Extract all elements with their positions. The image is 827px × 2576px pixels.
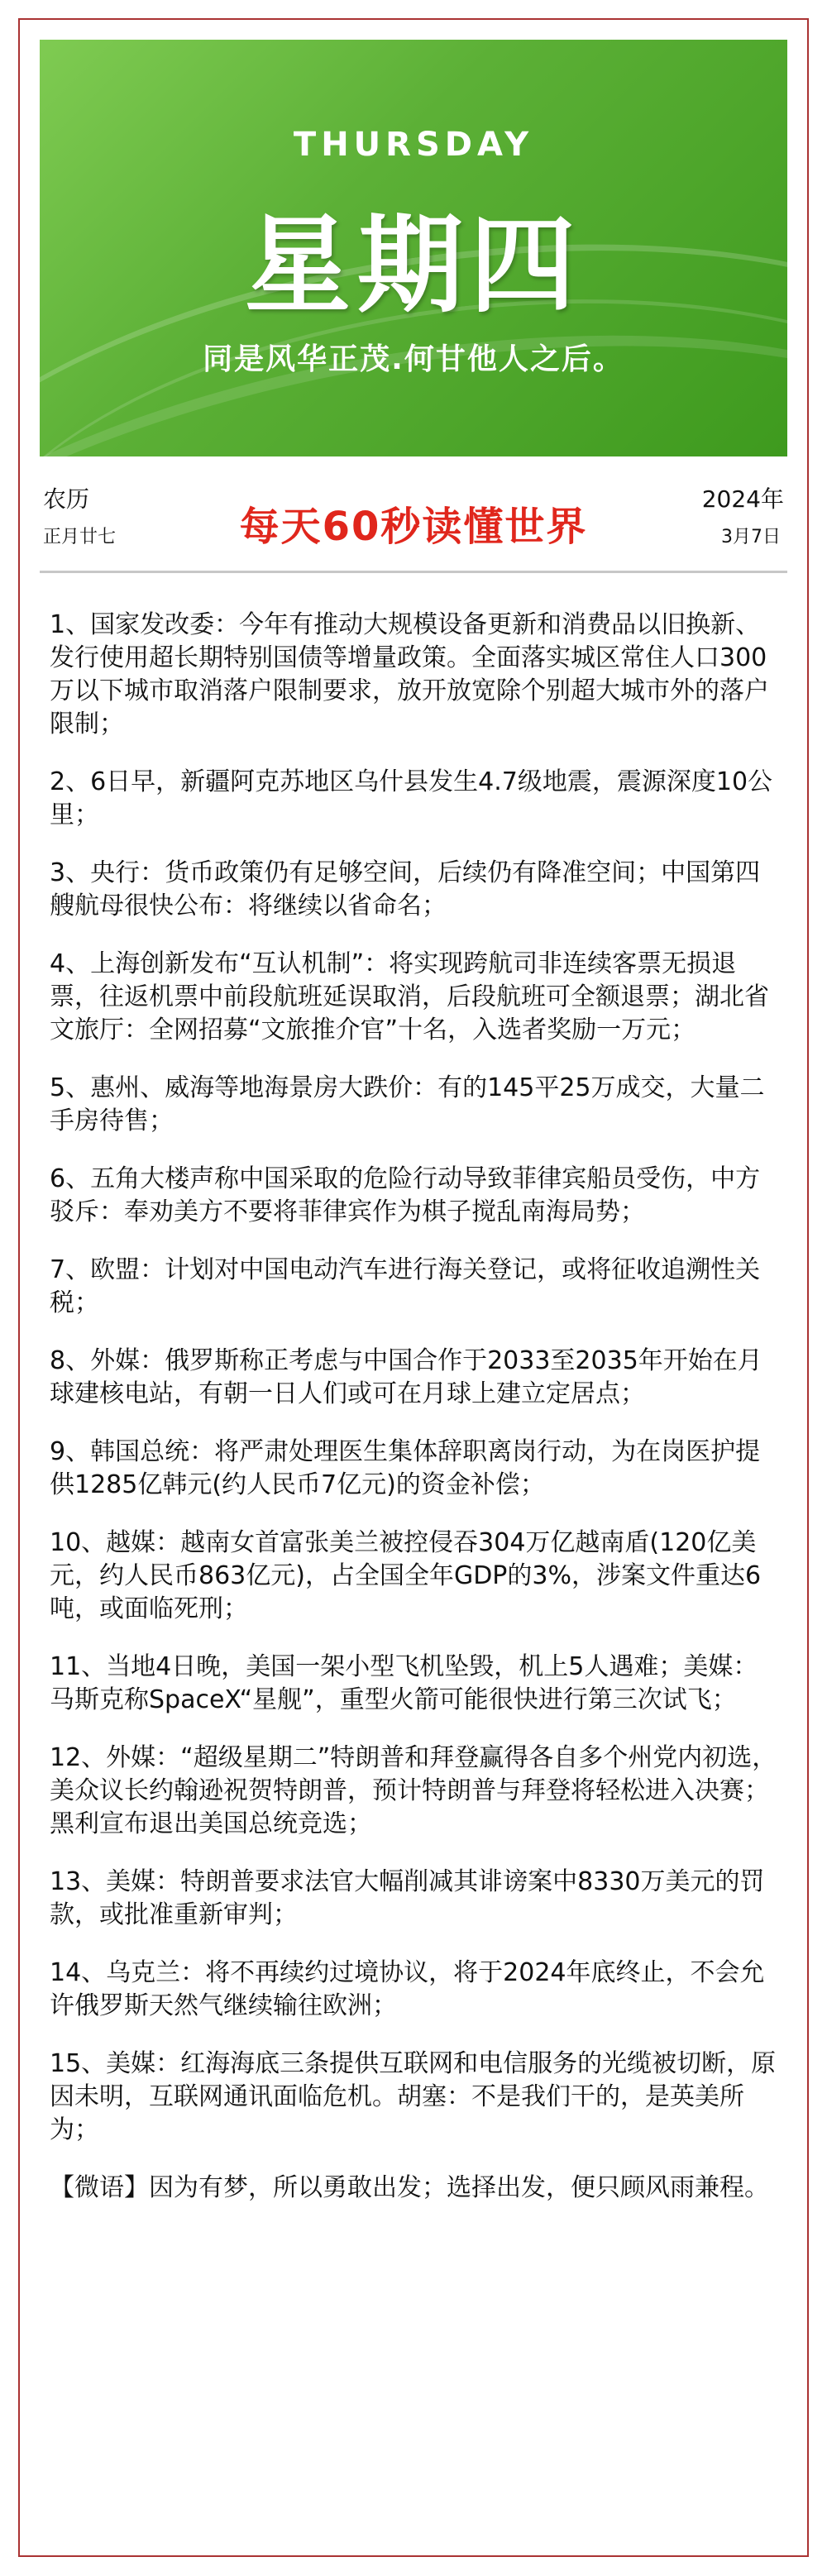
divider: [40, 571, 787, 573]
weekday-chinese: 星期四: [244, 203, 582, 327]
news-item: 11、当地4日晚，美国一架小型飞机坠毁，机上5人遇难；美媒：马斯克称SpaceX“星舰”，重型火箭可能很快进行第三次试飞；: [50, 1652, 758, 1714]
news-item: 7、欧盟：计划对中国电动汽车进行海关登记，或将征收追溯性关税；: [50, 1255, 761, 1317]
lunar-label: 农历: [43, 485, 90, 513]
daily-quote: 【微语】因为有梦，所以勇敢出发；选择出发，便只顾风雨兼程。: [50, 2173, 769, 2202]
banner-motto: 同是风华正茂.何甘他人之后。: [203, 342, 624, 376]
news-item: 1、国家发改委：今年有推动大规模设备更新和消费品以旧换新、发行使用超长期特别国债等增量政策。全面落实城区常住人口300万以下城市取消落户限制要求，放开放宽除个别超大城市外的落户限制；: [50, 610, 769, 738]
news-item: 4、上海创新发布“互认机制”：将实现跨航司非连续客票无损退票，往返机票中前段航班延误取消，后段航班可全额退票；湖北省文旅厅：全网招募“文旅推介官”十名，入选者奖励一万元；: [50, 949, 769, 1044]
lunar-date: 正月廿七: [43, 527, 117, 547]
news-item: 10、越媒：越南女首富张美兰被控侵吞304万亿越南盾(120亿美元，约人民币863亿元)，占全国全年GDP的3%，涉案文件重达6吨，或面临死刑；: [50, 1528, 762, 1623]
news-list: [50, 609, 777, 2205]
year-label: 2024年: [701, 485, 784, 513]
news-item: 15、美媒：红海海底三条提供互联网和电信服务的光缆被切断，原因未明，互联网通讯面临危机。胡塞：不是我们干的，是英美所为；: [50, 2049, 777, 2144]
news-item: 3、央行：货币政策仍有足够空间，后续仍有降准空间；中国第四艘航母很快公布：将继续以省命名；: [50, 858, 761, 920]
weekday-english: THURSDAY: [293, 126, 534, 164]
news-item: 2、6日早，新疆阿克苏地区乌什县发生4.7级地震，震源深度10公里；: [50, 767, 773, 829]
weekday-banner: [40, 40, 787, 456]
date-info-row: [40, 471, 787, 569]
news-item: 13、美媒：特朗普要求法官大幅削减其诽谤案中8330万美元的罚款，或批准重新审判；: [50, 1867, 765, 1929]
news-item: 5、惠州、威海等地海景房大跌价：有的145平25万成交，大量二手房待售；: [50, 1073, 765, 1135]
page-title: 每天60秒读懂世界: [239, 504, 588, 550]
month-day-label: 3月7日: [721, 527, 781, 547]
news-item: 6、五角大楼声称中国采取的危险行动导致菲律宾船员受伤，中方驳斥：奉劝美方不要将菲律宾作为棋子搅乱南海局势；: [50, 1164, 761, 1226]
news-item: 14、乌克兰：将不再续约过境协议，将于2024年底终止，不会允许俄罗斯天然气继续输往欧洲；: [50, 1958, 765, 2020]
news-item: 12、外媒：“超级星期二”特朗普和拜登赢得各自多个州党内初选，美众议长约翰逊祝贺特朗普，预计特朗普与拜登将轻松进入决赛；黑利宣布退出美国总统竞选；: [50, 1743, 777, 1838]
news-item: 8、外媒：俄罗斯称正考虑与中国合作于2033至2035年开始在月球建核电站，有朝一日人们或可在月球上建立定居点；: [50, 1346, 762, 1408]
news-item: 9、韩国总统：将严肃处理医生集体辞职离岗行动，为在岗医护提供1285亿韩元(约人民币7亿元)的资金补偿；: [50, 1437, 761, 1499]
